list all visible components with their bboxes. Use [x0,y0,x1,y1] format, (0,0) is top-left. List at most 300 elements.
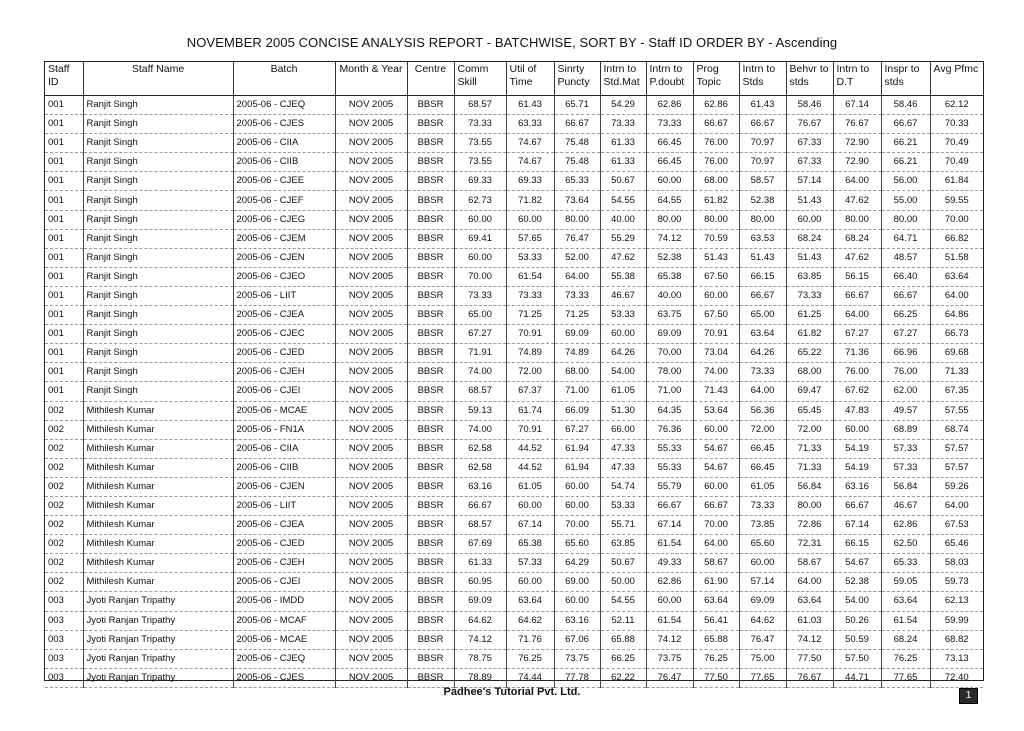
table-cell: 65.45 [786,401,833,420]
table-cell: 2005-06 - CJEM [233,229,335,248]
table-cell: 61.43 [506,96,554,115]
table-cell: BBSR [407,554,454,573]
table-cell: 62.86 [646,573,693,592]
table-cell: 68.00 [693,172,739,191]
table-row [45,248,983,267]
table-cell: 63.75 [646,306,693,325]
table-cell: 60.00 [454,248,506,267]
table-cell: 54.55 [600,592,646,611]
table-cell: 58.67 [693,554,739,573]
table-row [45,649,983,668]
table-cell: 64.35 [646,401,693,420]
table-cell: 73.33 [646,115,693,134]
table-cell: 2005-06 - CJEA [233,516,335,535]
table-cell: NOV 2005 [335,210,407,229]
table-row [45,363,983,382]
table-cell: 72.31 [786,535,833,554]
table-cell: 66.45 [739,439,786,458]
table-cell: BBSR [407,96,454,115]
table-cell: 2005-06 - CJEO [233,267,335,286]
table-cell: 64.00 [786,573,833,592]
table-cell: 54.19 [833,439,881,458]
table-row [45,630,983,649]
table-cell: 60.00 [833,420,881,439]
table-cell: 001 [45,191,83,210]
table-cell: Mithilesh Kumar [83,516,233,535]
table-cell: 70.00 [930,210,983,229]
table-cell: 70.91 [506,420,554,439]
table-cell: 64.71 [881,229,930,248]
table-cell: 76.00 [881,363,930,382]
table-cell: 55.79 [646,477,693,496]
table-cell: 62.50 [881,535,930,554]
table-cell: 65.38 [646,267,693,286]
table-row [45,401,983,420]
table-cell: 64.00 [833,306,881,325]
table-cell: BBSR [407,611,454,630]
column-header: Behvr to stds [786,62,833,96]
table-cell: 003 [45,668,83,687]
table-cell: BBSR [407,630,454,649]
table-cell: 68.57 [454,516,506,535]
table-cell: 80.00 [833,210,881,229]
table-cell: 57.65 [506,229,554,248]
table-cell: 002 [45,516,83,535]
table-cell: 46.67 [881,496,930,515]
table-cell: 56.36 [739,401,786,420]
table-cell: 73.04 [693,344,739,363]
table-cell: 60.00 [786,210,833,229]
table-cell: 58.46 [881,96,930,115]
table-cell: 72.90 [833,153,881,172]
table-cell: NOV 2005 [335,363,407,382]
table-cell: 2005-06 - CJEA [233,306,335,325]
table-cell: 74.44 [506,668,554,687]
table-cell: 66.67 [881,286,930,305]
table-cell: 56.84 [786,477,833,496]
table-row [45,229,983,248]
table-cell: 66.67 [833,286,881,305]
table-cell: Ranjit Singh [83,382,233,401]
table-cell: 66.67 [739,115,786,134]
table-cell: Ranjit Singh [83,210,233,229]
table-cell: 70.00 [693,516,739,535]
table-cell: 72.00 [739,420,786,439]
table-cell: 58.46 [786,96,833,115]
table-cell: 72.86 [786,516,833,535]
table-cell: 53.33 [506,248,554,267]
table-cell: 65.38 [506,535,554,554]
table-cell: 67.27 [881,325,930,344]
column-header: Prog Topic [693,62,739,96]
table-cell: 50.26 [833,611,881,630]
table-cell: 2005-06 - MCAE [233,630,335,649]
table-cell: 71.82 [506,191,554,210]
table-cell: 52.00 [554,248,600,267]
table-cell: 61.94 [554,439,600,458]
table-cell: NOV 2005 [335,668,407,687]
table-cell: 73.85 [739,516,786,535]
table-cell: 60.00 [506,496,554,515]
table-cell: NOV 2005 [335,630,407,649]
table-cell: 67.35 [930,382,983,401]
table-cell: 63.64 [786,592,833,611]
table-cell: BBSR [407,458,454,477]
table-cell: 002 [45,496,83,515]
table-cell: NOV 2005 [335,115,407,134]
table-cell: Mithilesh Kumar [83,401,233,420]
table-cell: 69.33 [506,172,554,191]
table-cell: 64.00 [930,496,983,515]
column-header: Batch [233,62,335,96]
column-header: Comm Skill [454,62,506,96]
footer-company: Padhee's Tutorial Pvt. Ltd. [443,686,581,698]
table-cell: 2005-06 - FN1A [233,420,335,439]
table-cell: 67.69 [454,535,506,554]
table-cell: 62.73 [454,191,506,210]
table-cell: BBSR [407,439,454,458]
table-cell: 61.33 [454,554,506,573]
report-title: NOVEMBER 2005 CONCISE ANALYSIS REPORT - BATCHWISE, SORT BY - Staff ID ORDER BY - Ascending [186,35,838,50]
table-cell: NOV 2005 [335,286,407,305]
table-cell: 70.49 [930,134,983,153]
table-cell: 57.33 [881,458,930,477]
table-cell: 60.95 [454,573,506,592]
table-cell: 67.14 [833,96,881,115]
table-cell: 68.00 [554,363,600,382]
table-cell: 76.47 [646,668,693,687]
table-cell: Mithilesh Kumar [83,477,233,496]
table-cell: BBSR [407,535,454,554]
table-cell: 57.57 [930,458,983,477]
table-cell: 71.33 [786,439,833,458]
table-cell: 69.09 [739,592,786,611]
table-cell: NOV 2005 [335,649,407,668]
table-cell: 52.38 [739,191,786,210]
table-cell: 67.27 [833,325,881,344]
table-cell: 54.55 [600,191,646,210]
table-cell: 76.25 [881,649,930,668]
table-cell: 47.62 [833,191,881,210]
table-cell: BBSR [407,172,454,191]
table-cell: 2005-06 - CJEQ [233,96,335,115]
table-cell: 57.33 [881,439,930,458]
table-cell: 66.09 [554,401,600,420]
table-cell: 67.06 [554,630,600,649]
table-cell: 66.15 [739,267,786,286]
table-cell: NOV 2005 [335,420,407,439]
table-cell: 57.14 [739,573,786,592]
table-cell: 2005-06 - CJEE [233,172,335,191]
table-cell: 71.33 [930,363,983,382]
table-cell: 60.00 [454,210,506,229]
table-cell: 001 [45,382,83,401]
table-cell: 55.71 [600,516,646,535]
table-cell: 73.55 [454,153,506,172]
table-cell: 63.64 [930,267,983,286]
table-cell: NOV 2005 [335,516,407,535]
table-cell: 74.12 [646,630,693,649]
table-cell: 61.33 [600,153,646,172]
column-header: Util of Time [506,62,554,96]
page-number-badge: 1 [959,688,978,704]
table-cell: 60.00 [506,573,554,592]
table-row [45,286,983,305]
table-cell: 50.00 [600,573,646,592]
table-cell: 002 [45,401,83,420]
table-row [45,668,983,687]
table-cell: 59.99 [930,611,983,630]
table-cell: 70.97 [739,153,786,172]
table-cell: 51.43 [693,248,739,267]
table-row [45,210,983,229]
table-cell: 67.14 [646,516,693,535]
table-cell: 2005-06 - CJEH [233,554,335,573]
table-cell: 70.91 [506,325,554,344]
table-cell: 001 [45,248,83,267]
table-cell: 70.33 [930,115,983,134]
table-row [45,420,983,439]
table-cell: 2005-06 - CJEC [233,325,335,344]
table-cell: 67.53 [930,516,983,535]
table-cell: 80.00 [739,210,786,229]
table-cell: 67.27 [454,325,506,344]
table-cell: 001 [45,286,83,305]
table-cell: 61.94 [554,458,600,477]
table-cell: 70.59 [693,229,739,248]
table-cell: Ranjit Singh [83,286,233,305]
table-row [45,325,983,344]
table-cell: 69.68 [930,344,983,363]
table-cell: 80.00 [786,496,833,515]
table-cell: 63.33 [506,115,554,134]
table-cell: 68.00 [786,363,833,382]
column-header: Sinrty Puncty [554,62,600,96]
table-cell: 54.00 [833,592,881,611]
table-cell: 62.58 [454,439,506,458]
table-cell: Jyoti Ranjan Tripathy [83,592,233,611]
table-cell: 58.57 [739,172,786,191]
table-cell: 73.64 [554,191,600,210]
table-cell: 58.03 [930,554,983,573]
table-body [45,96,983,688]
table-cell: Ranjit Singh [83,172,233,191]
table-row [45,592,983,611]
table-cell: 67.33 [786,134,833,153]
table-cell: 64.00 [739,382,786,401]
table-cell: 40.00 [646,286,693,305]
table-cell: NOV 2005 [335,153,407,172]
table-row [45,382,983,401]
table-cell: 63.16 [454,477,506,496]
table-cell: 51.43 [786,248,833,267]
table-cell: 001 [45,153,83,172]
table-cell: Ranjit Singh [83,115,233,134]
table-cell: 67.37 [506,382,554,401]
table-cell: 65.60 [554,535,600,554]
table-cell: 63.85 [600,535,646,554]
table-cell: 66.82 [930,229,983,248]
table-cell: 59.13 [454,401,506,420]
table-cell: 74.00 [454,363,506,382]
table-cell: 73.33 [454,115,506,134]
table-cell: 71.76 [506,630,554,649]
table-cell: NOV 2005 [335,458,407,477]
table-row [45,439,983,458]
table-cell: 001 [45,172,83,191]
table-cell: 64.62 [739,611,786,630]
table-cell: 2005-06 - CJEQ [233,649,335,668]
table-cell: 67.50 [693,267,739,286]
column-header: Month & Year [335,62,407,96]
table-cell: 60.00 [693,286,739,305]
table-cell: 74.00 [693,363,739,382]
column-header: Intrn to D.T [833,62,881,96]
table-cell: 003 [45,611,83,630]
table-cell: 65.22 [786,344,833,363]
table-cell: 74.00 [454,420,506,439]
table-cell: 65.33 [881,554,930,573]
table-cell: 62.86 [881,516,930,535]
table-cell: 67.27 [554,420,600,439]
table-cell: NOV 2005 [335,134,407,153]
table-cell: NOV 2005 [335,172,407,191]
table-cell: BBSR [407,363,454,382]
table-cell: NOV 2005 [335,496,407,515]
table-cell: 66.67 [646,496,693,515]
table-row [45,458,983,477]
table-cell: 68.24 [833,229,881,248]
table-cell: 66.67 [554,115,600,134]
table-cell: 70.91 [693,325,739,344]
table-cell: 65.71 [554,96,600,115]
table-cell: 66.21 [881,153,930,172]
table-cell: 73.75 [554,649,600,668]
table-cell: BBSR [407,248,454,267]
table-cell: NOV 2005 [335,535,407,554]
table-cell: 61.03 [786,611,833,630]
table-row [45,516,983,535]
table-cell: NOV 2005 [335,344,407,363]
table-row [45,153,983,172]
table-cell: 76.25 [506,649,554,668]
table-cell: 66.73 [930,325,983,344]
table-cell: 60.00 [739,554,786,573]
table-cell: 66.67 [833,496,881,515]
table-cell: BBSR [407,668,454,687]
table-cell: NOV 2005 [335,191,407,210]
table-cell: 66.67 [881,115,930,134]
table-row [45,554,983,573]
column-header: Centre [407,62,454,96]
table-cell: 002 [45,477,83,496]
table-cell: 54.67 [693,458,739,477]
table-cell: 71.00 [646,382,693,401]
table-cell: 002 [45,458,83,477]
table-cell: 60.00 [693,477,739,496]
table-cell: 54.67 [833,554,881,573]
table-cell: 55.33 [646,458,693,477]
table-cell: 64.00 [693,535,739,554]
table-cell: 52.38 [833,573,881,592]
table-cell: 73.33 [739,496,786,515]
table-cell: 61.43 [739,96,786,115]
table-cell: 74.89 [506,344,554,363]
table-cell: 63.85 [786,267,833,286]
table-cell: 54.00 [600,363,646,382]
table-cell: 68.82 [930,630,983,649]
table-cell: 64.26 [739,344,786,363]
table-cell: 47.62 [833,248,881,267]
column-header: Intrn to Std.Mat [600,62,646,96]
table-cell: BBSR [407,191,454,210]
table-cell: BBSR [407,153,454,172]
table-cell: 2005-06 - CJEI [233,382,335,401]
table-cell: 2005-06 - CJEF [233,191,335,210]
table-cell: 69.33 [454,172,506,191]
table-cell: 66.25 [881,306,930,325]
table-cell: 66.25 [600,649,646,668]
table-cell: 60.00 [693,420,739,439]
table-cell: 80.00 [881,210,930,229]
table-cell: 67.62 [833,382,881,401]
table-cell: NOV 2005 [335,382,407,401]
table-cell: 73.33 [454,286,506,305]
table-cell: 66.45 [646,153,693,172]
table-row [45,115,983,134]
table-cell: 54.19 [833,458,881,477]
table-cell: 44.52 [506,439,554,458]
report-sheet [44,61,984,681]
table-cell: 52.11 [600,611,646,630]
table-cell: 66.15 [833,535,881,554]
table-cell: 53.33 [600,306,646,325]
table-cell: 55.38 [600,267,646,286]
table-cell: 76.47 [739,630,786,649]
table-cell: 55.33 [646,439,693,458]
table-cell: 70.00 [554,516,600,535]
table-cell: 65.00 [739,306,786,325]
table-cell: 61.54 [646,611,693,630]
table-cell: 65.60 [739,535,786,554]
table-cell: 69.47 [786,382,833,401]
table-cell: 72.00 [786,420,833,439]
table-cell: 49.57 [881,401,930,420]
table-cell: 61.54 [646,535,693,554]
column-header: Intrn to Stds [739,62,786,96]
report-table [45,62,983,688]
table-cell: 80.00 [693,210,739,229]
table-cell: 69.00 [554,573,600,592]
table-cell: 74.12 [646,229,693,248]
table-cell: Ranjit Singh [83,344,233,363]
table-cell: 57.57 [930,439,983,458]
table-cell: 56.84 [881,477,930,496]
table-cell: 64.55 [646,191,693,210]
table-cell: 68.57 [454,96,506,115]
table-cell: 64.86 [930,306,983,325]
table-cell: 71.43 [693,382,739,401]
table-cell: BBSR [407,210,454,229]
table-cell: 62.86 [693,96,739,115]
table-cell: 50.67 [600,554,646,573]
table-row [45,535,983,554]
table-cell: BBSR [407,496,454,515]
table-cell: 51.43 [739,248,786,267]
table-cell: 60.00 [554,477,600,496]
table-cell: BBSR [407,649,454,668]
column-header: Inspr to stds [881,62,930,96]
